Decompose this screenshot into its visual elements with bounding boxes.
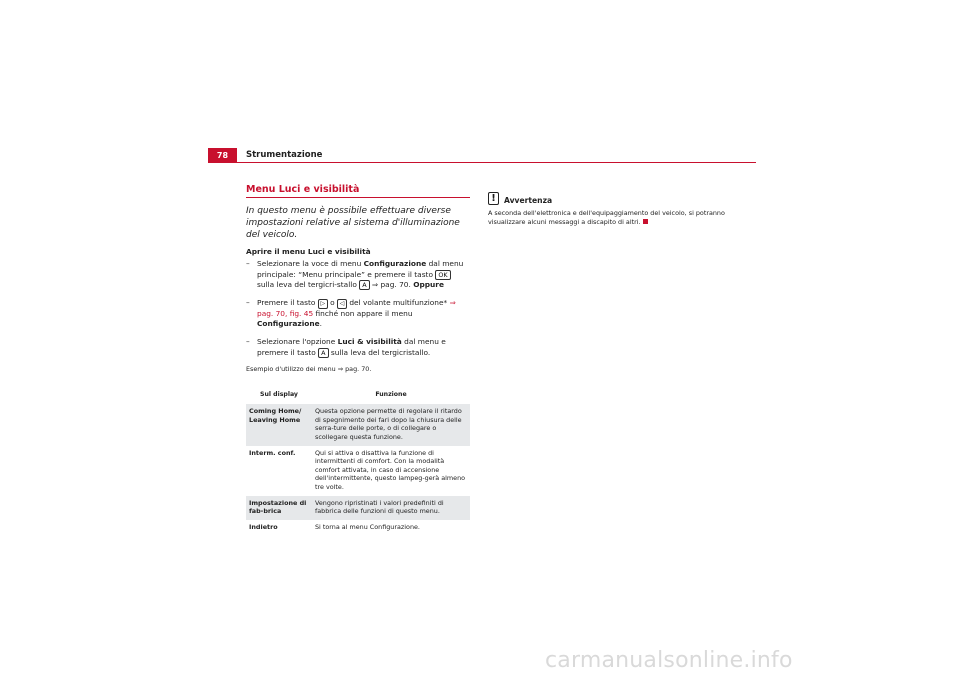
step-2 — [246, 298, 470, 330]
a-key-icon: A — [359, 280, 369, 290]
table-header-row — [246, 389, 470, 404]
step-text: Premere il tasto — [257, 297, 318, 307]
function-cell: Questa opzione permette di regolare il ritardo di spegnimento dei fari dopo la chiusura delle serra-ture delle porte, o di collegare o scollegare questa funzione. — [312, 404, 470, 445]
section-intro: In questo menu è possibile effettuare diverse impostazioni relative al sistema d'illuminazione del veicolo. — [246, 206, 460, 240]
arrow-left-key-icon: ◁ — [337, 299, 347, 309]
column-header-function: Funzione — [375, 391, 407, 399]
a-key-icon: A — [318, 348, 328, 358]
function-cell: Vengono ripristinati i valori predefiniti di fabbrica delle funzioni di questo menu. — [312, 496, 470, 520]
note-title: Avvertenza — [504, 196, 553, 205]
note-body — [488, 209, 728, 227]
display-cell: Indietro — [249, 522, 278, 531]
watermark: carmanualsonline.info — [545, 648, 793, 673]
section-title: Menu Luci e visibilità — [246, 184, 470, 198]
header-rule — [208, 162, 756, 163]
table-row — [246, 520, 470, 536]
function-cell: Qui si attiva o disattiva la funzione di intermittenti di comfort. Con la modalità comfort attivata, in caso di accensione dell'intermittente, questo lampeg-gerà almeno tre volte. — [315, 448, 466, 491]
chapter-title: Strumentazione — [246, 150, 323, 160]
step-text: o — [327, 297, 338, 307]
page-reference: ⇒ pag. 70. — [369, 280, 414, 290]
table-row — [246, 496, 470, 520]
menu-options-table — [246, 389, 470, 535]
step-3 — [246, 337, 470, 358]
function-cell: Si torna al menu Configurazione. — [315, 522, 420, 531]
info-icon: ! — [488, 192, 499, 205]
procedure-steps — [246, 259, 470, 358]
step-text: sulla leva del tergicristallo. — [328, 347, 431, 357]
step-text: dal menu e premere il tasto — [257, 336, 446, 357]
ok-key-icon: OK — [435, 270, 450, 280]
example-reference: Esempio d'utilizzo dei menu ⇒ pag. 70. — [246, 365, 372, 374]
figure-reference-link[interactable]: ⇒ pag. 70, fig. 45 — [257, 297, 456, 318]
note-text: A seconda dell'elettronica e dell'equipaggiamento del veicolo, si potranno visualizzare alcuni messaggi a discapito di altri. — [488, 209, 725, 226]
step-text: del volante multifunzione* — [347, 297, 450, 307]
step-bold: Configurazione — [363, 259, 427, 268]
procedure-heading: Aprire il menu Luci e visibilità — [246, 247, 371, 256]
step-text: Selezionare la voce di menu — [257, 259, 364, 268]
display-cell: Coming Home/ Leaving Home — [246, 404, 312, 445]
page-number: 78 — [208, 148, 237, 163]
column-header-display: Sul display — [260, 391, 298, 399]
note-header — [488, 192, 552, 205]
step-text: dal menu principale: “Menu principale” e premere il tasto — [257, 259, 464, 279]
step-text: finché non appare il menu — [313, 308, 413, 318]
step-text: sulla leva del tergicri-stallo — [257, 280, 360, 290]
display-cell: Impostazione di fab-brica — [246, 496, 312, 520]
step-bold: Configurazione — [257, 319, 320, 329]
step-text: Selezionare l'opzione — [257, 336, 338, 346]
left-column — [246, 184, 470, 535]
step-1 — [246, 259, 470, 291]
table-row — [246, 404, 470, 445]
step-bold: Luci & visibilità — [337, 336, 402, 346]
arrow-right-key-icon: ▷ — [318, 299, 328, 309]
step-text: . — [319, 319, 322, 329]
step-bold: Oppure — [413, 280, 444, 290]
table-row — [246, 446, 470, 496]
end-of-section-icon — [643, 219, 648, 224]
display-cell: Interm. conf. — [249, 448, 296, 457]
